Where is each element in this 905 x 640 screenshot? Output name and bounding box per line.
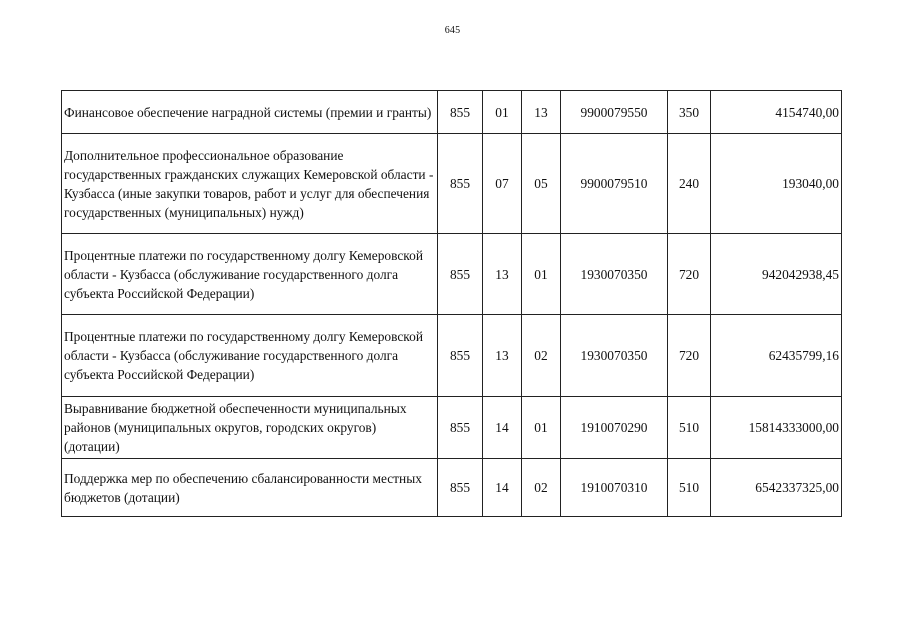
- section-code: 14: [483, 459, 522, 517]
- amount: 193040,00: [711, 134, 842, 234]
- amount: 942042938,45: [711, 234, 842, 315]
- amount: 62435799,16: [711, 315, 842, 397]
- subsection-code: 01: [522, 234, 561, 315]
- table-row: [62, 459, 842, 517]
- expense-name: Выравнивание бюджетной обеспеченности муниципальных районов (муниципальных округов, городских округов) (дотации): [62, 397, 438, 459]
- subsection-code: 01: [522, 397, 561, 459]
- target-code: 1910070310: [561, 459, 668, 517]
- expense-type-code: 240: [668, 134, 711, 234]
- amount: 15814333000,00: [711, 397, 842, 459]
- expense-type-code: 720: [668, 234, 711, 315]
- target-code: 1910070290: [561, 397, 668, 459]
- target-code: 9900079510: [561, 134, 668, 234]
- subsection-code: 13: [522, 91, 561, 134]
- amount: 6542337325,00: [711, 459, 842, 517]
- table-row: [62, 134, 842, 234]
- ministry-code: 855: [438, 315, 483, 397]
- budget-table: [61, 90, 842, 517]
- target-code: 1930070350: [561, 315, 668, 397]
- section-code: 14: [483, 397, 522, 459]
- section-code: 13: [483, 315, 522, 397]
- section-code: 13: [483, 234, 522, 315]
- expense-name: Дополнительное профессиональное образование государственных гражданских служащих Кемеровской области - Кузбасса (иные закупки товаров, работ и услуг для обеспечения государственных (муниципальных) нужд): [62, 134, 438, 234]
- section-code: 07: [483, 134, 522, 234]
- expense-type-code: 720: [668, 315, 711, 397]
- table-row: [62, 397, 842, 459]
- expense-name: Процентные платежи по государственному долгу Кемеровской области - Кузбасса (обслуживание государственного долга субъекта Российской Федерации): [62, 234, 438, 315]
- subsection-code: 05: [522, 134, 561, 234]
- ministry-code: 855: [438, 134, 483, 234]
- expense-name: Финансовое обеспечение наградной системы (премии и гранты): [62, 91, 438, 134]
- ministry-code: 855: [438, 397, 483, 459]
- target-code: 9900079550: [561, 91, 668, 134]
- table-row: [62, 234, 842, 315]
- ministry-code: 855: [438, 234, 483, 315]
- target-code: 1930070350: [561, 234, 668, 315]
- ministry-code: 855: [438, 459, 483, 517]
- table-row: [62, 91, 842, 134]
- table-row: [62, 315, 842, 397]
- expense-type-code: 510: [668, 459, 711, 517]
- expense-name: Процентные платежи по государственному долгу Кемеровской области - Кузбасса (обслуживание государственного долга субъекта Российской Федерации): [62, 315, 438, 397]
- subsection-code: 02: [522, 459, 561, 517]
- page-number: 645: [444, 25, 461, 36]
- expense-name: Поддержка мер по обеспечению сбалансированности местных бюджетов (дотации): [62, 459, 438, 517]
- expense-type-code: 350: [668, 91, 711, 134]
- expense-type-code: 510: [668, 397, 711, 459]
- ministry-code: 855: [438, 91, 483, 134]
- subsection-code: 02: [522, 315, 561, 397]
- amount: 4154740,00: [711, 91, 842, 134]
- section-code: 01: [483, 91, 522, 134]
